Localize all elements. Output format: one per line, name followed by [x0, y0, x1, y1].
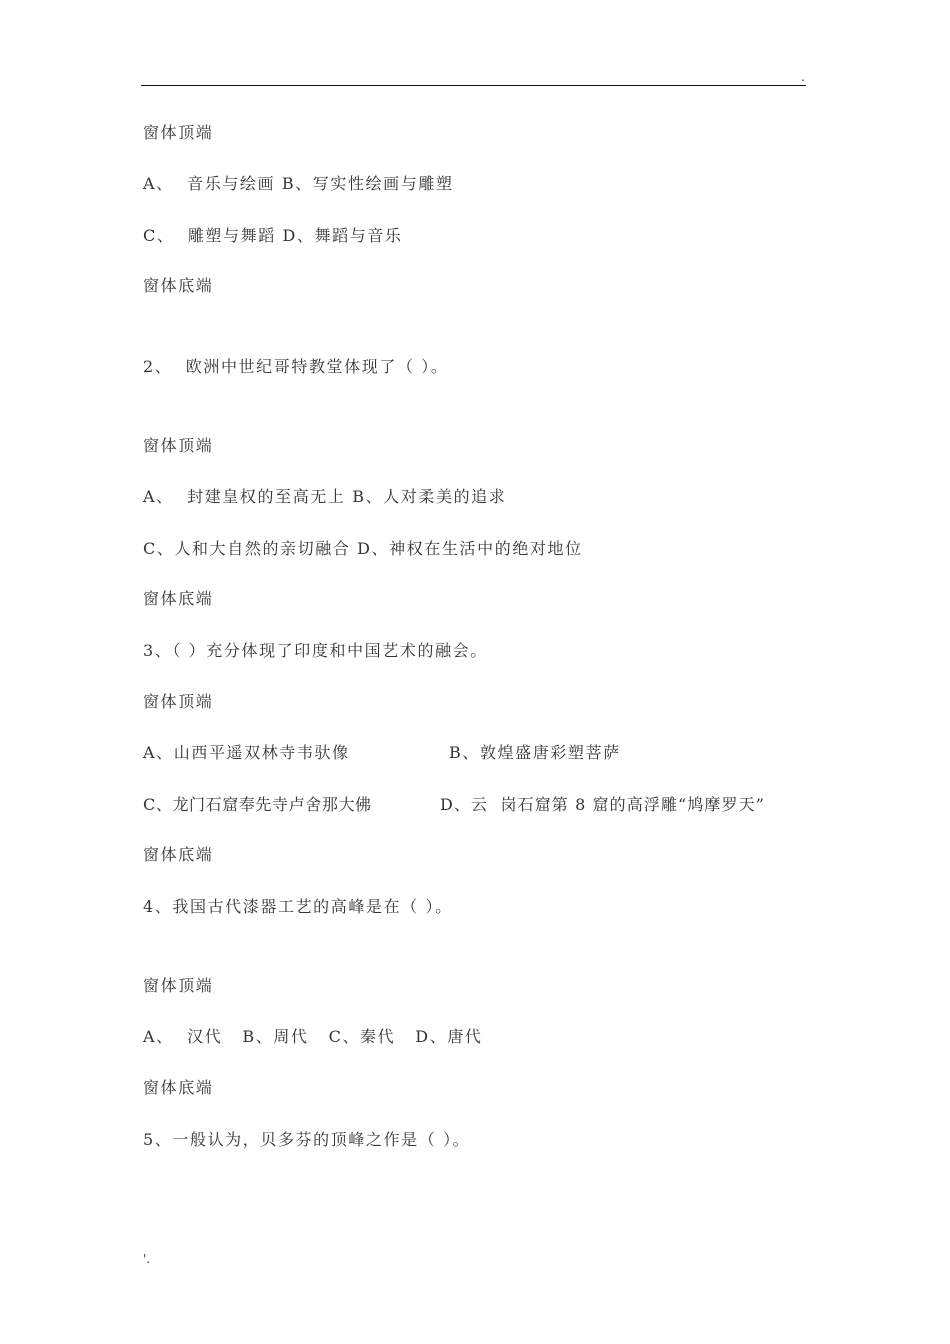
q3-option-a: A、山西平遥双林寺韦驮像: [143, 743, 350, 762]
form-top-label: 窗体顶端: [143, 976, 214, 995]
form-top-label: 窗体顶端: [143, 123, 214, 142]
footer-mark: '.: [143, 1252, 151, 1266]
q2-options-ab: A、 封建皇权的至高无上 B、人对柔美的追求: [143, 487, 507, 506]
form-bottom-label: 窗体底端: [143, 1078, 214, 1097]
q1-options-cd: C、 雕塑与舞蹈 D、舞蹈与音乐: [143, 226, 403, 245]
q3-option-c: C、龙门石窟奉先寺卢舍那大佛: [143, 795, 372, 814]
q3-option-d: D、云 岗石窟第 8 窟的高浮雕“鸠摩罗天”: [440, 795, 766, 814]
question-4: 4、我国古代漆器工艺的高峰是在（ ）。: [143, 897, 453, 916]
header-rule: [141, 85, 806, 86]
q1-options-ab: A、 音乐与绘画 B、写实性绘画与雕塑: [143, 174, 454, 193]
question-5: 5、一般认为，贝多芬的顶峰之作是（ ）。: [143, 1130, 471, 1149]
form-top-label: 窗体顶端: [143, 692, 214, 711]
question-3: 3、（ ）充分体现了印度和中国艺术的融会。: [143, 641, 488, 660]
q4-options: A、 汉代 B、周代 C、秦代 D、唐代: [143, 1027, 483, 1046]
header-corner-mark: .: [801, 70, 805, 84]
q3-option-b: B、敦煌盛唐彩塑菩萨: [449, 743, 621, 762]
question-2: 2、 欧洲中世纪哥特教堂体现了（ ）。: [143, 357, 449, 376]
form-bottom-label: 窗体底端: [143, 845, 214, 864]
form-bottom-label: 窗体底端: [143, 276, 214, 295]
form-top-label: 窗体顶端: [143, 436, 214, 455]
q2-options-cd: C、人和大自然的亲切融合 D、神权在生活中的绝对地位: [143, 539, 583, 558]
form-bottom-label: 窗体底端: [143, 589, 214, 608]
